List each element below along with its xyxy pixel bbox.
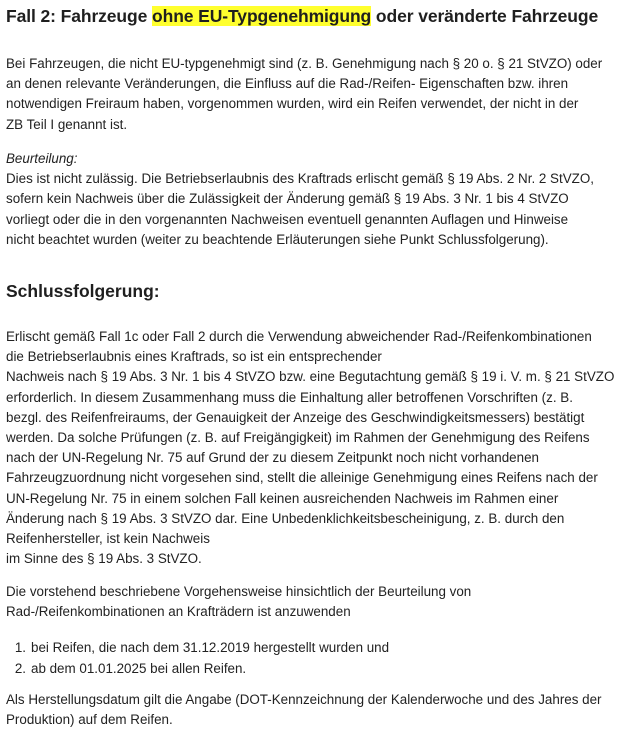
heading-prefix: Fall 2: Fahrzeuge <box>6 6 153 26</box>
heading-fall-2 <box>6 6 598 27</box>
heading-suffix: oder veränderte Fahrzeuge <box>371 6 599 26</box>
text-line: UN-Regelung Nr. 75 in einem solchen Fall keinen ausreichenden Nachweis im Rahmen einer <box>6 490 559 506</box>
ordered-list <box>6 637 389 679</box>
text-line: im Sinne des § 19 Abs. 3 StVZO. <box>6 551 202 567</box>
paragraph-herstellungsdatum <box>6 690 618 730</box>
text-line: werden. Da solche Prüfungen (z. B. auf Freigängigkeit) im Rahmen der Genehmigung des Reifens <box>6 429 590 445</box>
text-line: Fahrzeugzuordnung nicht vorgesehen sind, stellt die alleinige Genehmigung eines Reifens nach der <box>6 470 598 486</box>
text-line: an denen relevante Veränderungen, die Einfluss auf die Rad-/Reifen- Eigenschaften bzw. ihren <box>6 76 569 92</box>
text-line: Änderung nach § 19 Abs. 3 StVZO dar. Eine Unbedenklichkeitsbescheinigung, z. B. durch den <box>6 510 565 526</box>
paragraph-beurteilung <box>6 149 618 250</box>
text-line: Dies ist nicht zulässig. Die Betriebserlaubnis des Kraftrads erlischt gemäß § 19 Abs. 2 Nr. 2 StVZO, <box>6 171 594 187</box>
list-item <box>6 658 389 679</box>
text-line: bezgl. des Reifenfreiraums, der Genauigkeit der Anzeige des Geschwindigkeitsmessers) bestätigt <box>6 409 585 425</box>
text-line: sofern kein Nachweis über die Zulässigkeit der Änderung gemäß § 19 Abs. 3 Nr. 1 bis 4 StVZO <box>6 191 569 207</box>
text-line: Reifenhersteller, ist kein Nachweis <box>6 530 210 546</box>
list-item-text: bei Reifen, die nach dem 31.12.2019 hergestellt wurden und <box>31 640 390 655</box>
text-line: Produktion) auf dem Reifen. <box>6 712 173 728</box>
list-item <box>6 637 389 658</box>
text-line: vorliegt oder die in den vorgenannten Nachweisen eventuell genannten Auflagen und Hinweise <box>6 211 569 227</box>
paragraph-vorgehensweise <box>6 582 618 622</box>
heading-schlussfolgerung: Schlussfolgerung: <box>6 281 160 301</box>
text-line: ZB Teil I genannt ist. <box>6 116 128 132</box>
text-line: Als Herstellungsdatum gilt die Angabe (DOT-Kennzeichnung der Kalenderwoche und des Jahres der <box>6 692 602 707</box>
paragraph-fall-2-description <box>6 54 618 135</box>
text-line: notwendigen Freiraum haben, vorgenommen wurden, wird ein Reifen verwendet, der nicht in der <box>6 96 579 112</box>
beurteilung-label: Beurteilung: <box>6 151 78 166</box>
text-line: nach der UN-Regelung Nr. 75 auf Grund der zu diesem Zeitpunkt noch nicht vorhandenen <box>6 450 539 466</box>
paragraph-schlussfolgerung <box>6 327 618 569</box>
heading-highlight: ohne EU-Typgenehmigung <box>152 6 372 26</box>
text-line: Bei Fahrzeugen, die nicht EU-typgenehmigt sind (z. B. Genehmigung nach § 20 o. § 21 StVZO) oder <box>6 56 603 71</box>
text-line: erforderlich. In diesem Zusammenhang muss die Einhaltung aller betroffenen Vorschriften (z. B. <box>6 389 573 405</box>
list-item-number: 1. <box>14 640 26 655</box>
text-line: Nachweis nach § 19 Abs. 3 Nr. 1 bis 4 StVZO bzw. eine Begutachtung gemäß § 19 i. V. m. § 21 StVZO <box>6 369 615 385</box>
text-line: die Betriebserlaubnis eines Kraftrads, so ist ein entsprechender <box>6 349 382 365</box>
text-line: Rad-/Reifenkombinationen an Krafträdern ist anzuwenden <box>6 604 351 620</box>
text-line: Die vorstehend beschriebene Vorgehensweise hinsichtlich der Beurteilung von <box>6 584 472 599</box>
text-line: nicht beachtet wurden (weiter zu beachtende Erläuterungen siehe Punkt Schlussfolgerung). <box>6 231 549 247</box>
list-item-number: 2. <box>14 661 26 676</box>
list-item-text: ab dem 01.01.2025 bei allen Reifen. <box>31 661 247 676</box>
text-line: Erlischt gemäß Fall 1c oder Fall 2 durch die Verwendung abweichender Rad-/Reifenkombinationen <box>6 329 592 344</box>
